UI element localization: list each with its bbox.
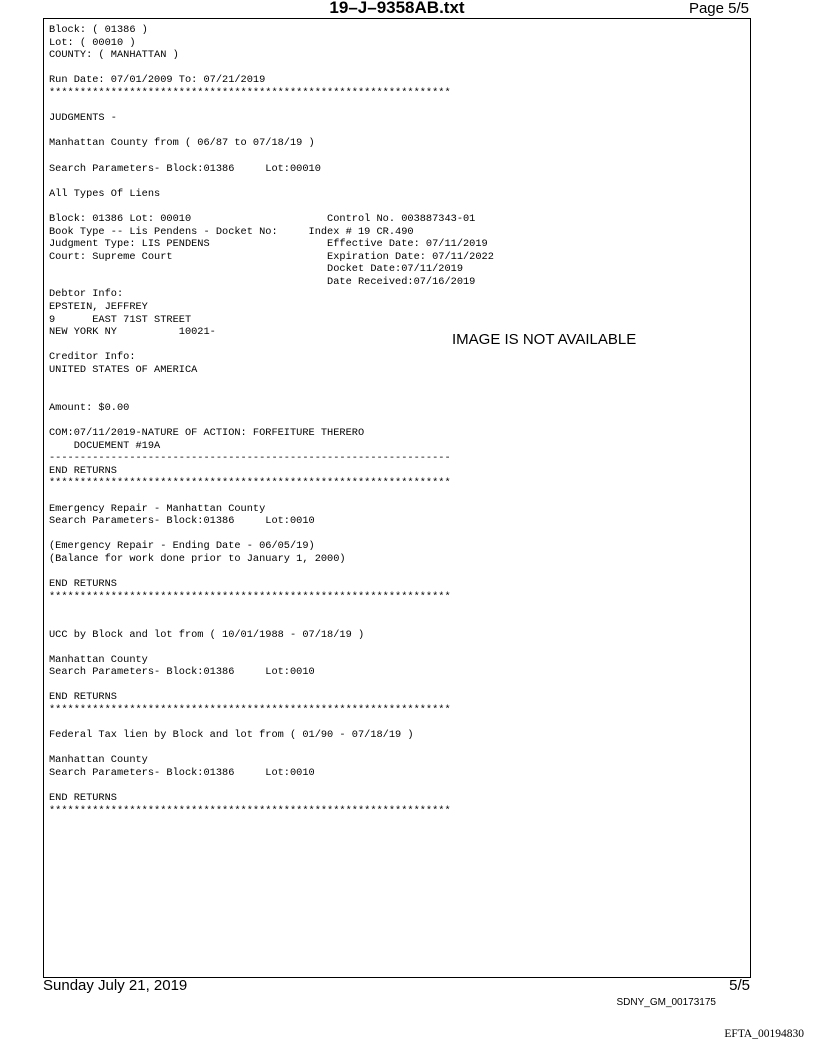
image-unavailable-notice: IMAGE IS NOT AVAILABLE bbox=[452, 331, 637, 348]
footer-page-number: 5/5 bbox=[729, 977, 750, 994]
document-frame bbox=[43, 18, 751, 978]
efta-number: EFTA_00194830 bbox=[724, 1028, 804, 1040]
record-text: Block: ( 01386 ) Lot: ( 00010 ) COUNTY: ( MANHATTAN ) Run Date: 07/01/2009 To: 07/21/2019 ***************************************************************** JUDGMENTS - Manhattan County from ( 06/87 to 07/18/19 ) Search Parameters- Block:01386 Lot:00010 All Types Of Liens Block: 01386 Lot: 00010 Control No. 003887343-01 Book Type -- Lis Pendens - Docket No: Index # 19 CR.490 Judgment Type: LIS PENDENS Effective Date: 07/11/2019 Court: Supreme Court Expiration Date: 07/11/2022 Docket Date:07/11/2019 Date Received:07/16/2019 Debtor Info: EPSTEIN, JEFFREY 9 EAST 71ST STREET NEW YORK NY 10021- Creditor Info: UNITED STATES OF AMERICA Amount: $0.00 COM:07/11/2019-NATURE OF ACTION: FORFEITURE THERERO DOCUEMENT #19A ----------------------------------------------------------------- END RETURNS ***************************************************************** Emergency Repair - Manhattan County Search Parameters- Block:01386 Lot:0010 (Emergency Repair - Ending Date - 06/05/19) (Balance for work done prior to January 1, 2000) END RETURNS ***************************************************************** UCC by Block and lot from ( 10/01/1988 - 07/18/19 ) Manhattan County Search Parameters- Block:01386 Lot:0010 END RETURNS ***************************************************************** Federal Tax lien by Block and lot from ( 01/90 - 07/18/19 ) Manhattan County Search Parameters- Block:01386 Lot:0010 END RETURNS ***************************************************************** bbox=[49, 24, 494, 817]
document-title: 19–J–9358AB.txt bbox=[329, 0, 465, 17]
page-number-label: Page 5/5 bbox=[688, 0, 749, 17]
page-header bbox=[43, 0, 751, 18]
footer-date: Sunday July 21, 2019 bbox=[43, 977, 188, 994]
bates-number: SDNY_GM_00173175 bbox=[616, 997, 716, 1008]
